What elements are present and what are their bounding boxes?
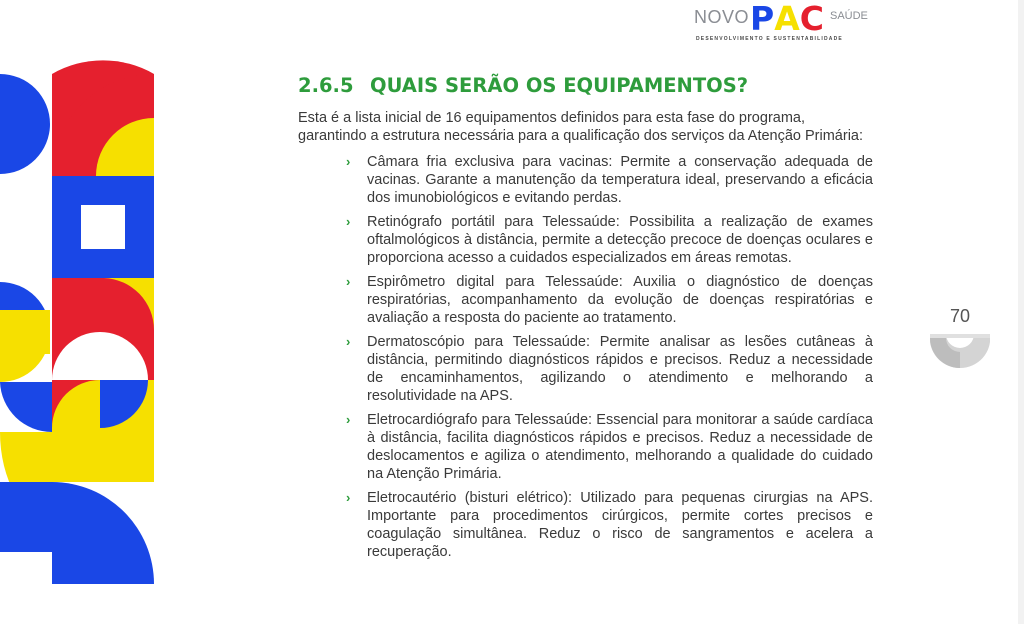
section-number: 2.6.5: [298, 74, 354, 97]
section-title: [298, 74, 748, 98]
logo-pac-letter: A: [774, 0, 800, 38]
page-number: 70: [949, 306, 971, 326]
chevron-right-icon: ›: [346, 412, 351, 427]
equipment-item: [346, 489, 873, 561]
deco-blue-semicircle-top: [0, 74, 50, 174]
equipment-item-text: Retinógrafo portátil para Telessaúde: Possibilita a realização de exames oftalmológicos à distância, permite a detecção precoce de doenças oculares e proporciona acesso a cuidados especializados em áreas remotas.: [367, 214, 873, 266]
equipment-item-text: Câmara fria exclusiva para vacinas: Permite a conservação adequada de vacinas. Garante a manutenção da temperatura ideal, preservando a eficácia dos imunobiológicos e evitando perdas.: [367, 154, 873, 206]
logo-novo-text: NOVO: [694, 7, 750, 27]
logo-pac-letter: P: [750, 0, 775, 38]
equipment-item-text: Espirômetro digital para Telessaúde: Auxilia o diagnóstico de doenças respiratórias, acompanhamento da evolução de doenças respiratórias e avaliação a resposta do paciente ao tratamento.: [367, 274, 873, 326]
decorative-pattern: [0, 0, 160, 600]
logo-pac-letters: [750, 2, 824, 36]
page-badge-icon: [930, 334, 990, 370]
equipment-list: [346, 153, 873, 567]
equipment-item-text: Eletrocautério (bisturi elétrico): Utilizado para pequenas cirurgias na APS. Importante para procedimentos cirúrgicos, permite cortes precisos e coagulação simultânea. Reduz o risco de sangramentos e acelera a recuperação.: [367, 490, 873, 560]
logo-pac-letter: C: [799, 0, 824, 38]
chevron-right-icon: ›: [346, 214, 351, 229]
equipment-item: [346, 213, 873, 267]
chevron-right-icon: ›: [346, 334, 351, 349]
deco-blue-bottom-arc: [52, 482, 154, 584]
equipment-item: [346, 333, 873, 405]
deco-blue-bottom-left: [0, 482, 52, 552]
novo-pac-saude-logo: [694, 0, 874, 44]
deco-white-inner-square: [81, 205, 125, 249]
logo-saude-text: SAÚDE: [830, 10, 868, 22]
deco-yellow-block: [0, 310, 50, 354]
equipment-item-text: Dermatoscópio para Telessaúde: Permite analisar as lesões cutâneas à distância, permitindo diagnósticos rápidos e precisos. Reduz a necessidade de encaminhamentos, agilizando o atendimento e melhorando a resolutividade na APS.: [367, 334, 873, 404]
page-edge: [1018, 0, 1024, 624]
chevron-right-icon: ›: [346, 154, 351, 169]
equipment-item: [346, 411, 873, 483]
equipment-item: [346, 153, 873, 207]
logo-subtitle: DESENVOLVIMENTO E SUSTENTABILIDADE: [696, 36, 843, 42]
equipment-item-text: Eletrocardiógrafo para Telessaúde: Essencial para monitorar a saúde cardíaca à distância, facilita diagnósticos rápidos e precisos. Reduz a necessidade de deslocamentos e agiliza o atendimento, melhorando a qualidade do cuidado na Atenção Primária.: [367, 412, 873, 482]
section-title-text: QUAIS SERÃO OS EQUIPAMENTOS?: [370, 74, 749, 97]
intro-paragraph: Esta é a lista inicial de 16 equipamentos definidos para esta fase do programa, garantindo a estrutura necessária para a qualificação dos serviços da Atenção Primária:: [298, 110, 864, 144]
equipment-item: [346, 273, 873, 327]
chevron-right-icon: ›: [346, 274, 351, 289]
chevron-right-icon: ›: [346, 490, 351, 505]
deco-blue-left-lower: [0, 382, 52, 432]
